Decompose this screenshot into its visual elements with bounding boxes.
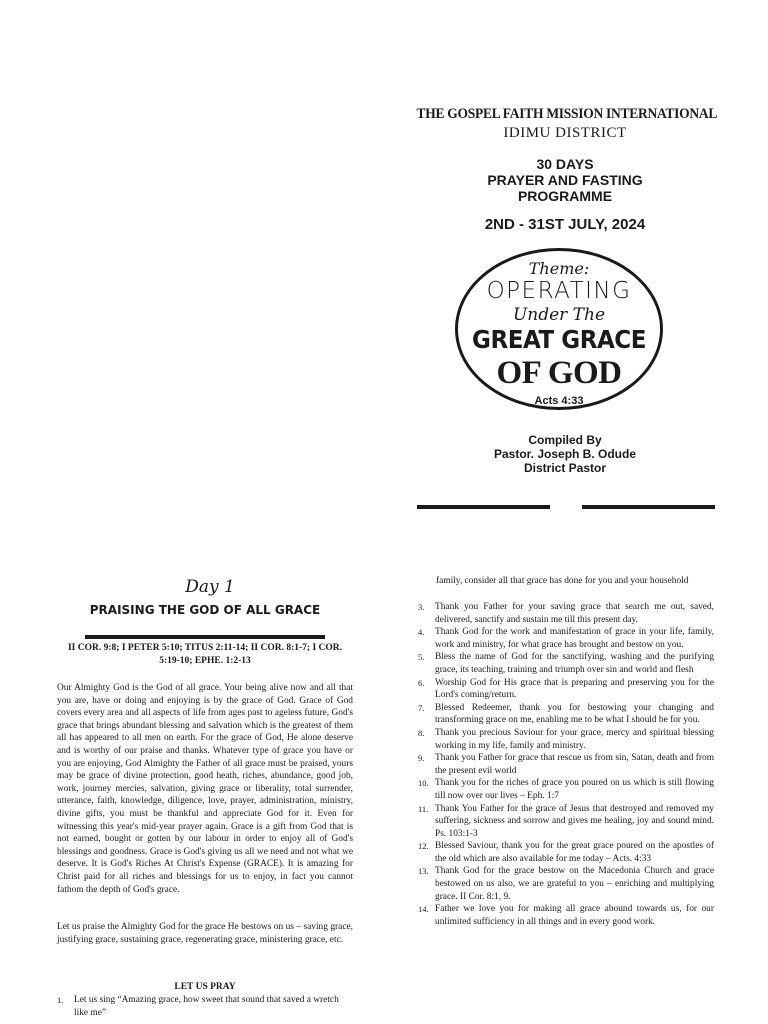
prayer-number: 14. bbox=[418, 904, 429, 915]
divider-rule bbox=[417, 505, 550, 509]
prayer-number: 10. bbox=[418, 778, 429, 789]
programme-line: PROGRAMME bbox=[517, 188, 613, 204]
prayer-text: Thank you for the riches of grace you poured on us which is still flowing till now over our lives – Eph. 1:7 bbox=[435, 778, 714, 801]
theme-oval bbox=[455, 248, 663, 410]
theme-line: OPERATING bbox=[486, 278, 632, 304]
prayer-item bbox=[418, 840, 714, 865]
prayer-text: Blessed Redeemer, thank you for bestowing your changing and transforming grace on me, enabling me to be what I should be for you. bbox=[435, 702, 714, 726]
compiled-by-label: Compiled By bbox=[528, 433, 602, 447]
prayer-text: Thank God for the grace bestow on the Macedonia Church and grace bestowed on us also, we are grateful to you – enriching and multiplying grace. II Cor. 8:1, 9. bbox=[435, 866, 714, 902]
prayer-text: Bless the name of God for the sanctifying, washing and the purifying grace, its teaching, training and triumph over sin and world and flesh bbox=[435, 652, 714, 675]
prayer-text: Thank you Father for your saving grace that search me out, saved, delivered, sanctify and sustain me till this present day. bbox=[435, 602, 714, 625]
body-paragraph: Let us praise the Almighty God for the grace He bestows on us – saving grace, justifying grace, sustaining grace, regenerating grace, ministering grace, etc. bbox=[57, 922, 353, 945]
compiler-title: District Pastor bbox=[523, 461, 607, 475]
prayer-item bbox=[418, 777, 714, 802]
prayer-number: 1. bbox=[57, 995, 64, 1005]
prayer-item bbox=[418, 702, 714, 727]
theme-line: Under The bbox=[512, 305, 606, 325]
prayer-text: Worship God for His grace that is preparing and preserving you for the Lord's coming/return. bbox=[435, 677, 714, 701]
prayer-text: Thank You Father for the grace of Jesus that destroyed and removed my suffering, sickness and sorrow and gives me healing, joy and sound mind. Ps. 103:1-3 bbox=[435, 803, 714, 839]
theme-reference: Acts 4:33 bbox=[534, 395, 584, 407]
prayer-number: 7. bbox=[418, 702, 425, 713]
compiler-block bbox=[430, 433, 700, 475]
compiler-name: Pastor. Joseph B. Odude bbox=[493, 447, 637, 461]
prayer-number: 8. bbox=[418, 727, 425, 738]
prayer-item bbox=[418, 803, 714, 841]
prayer-number: 6. bbox=[418, 677, 425, 688]
prayer-item bbox=[418, 677, 714, 702]
scripture-references: II COR. 9:8; I PETER 5:10; TITUS 2:11-14; II COR. 8:1-7; I COR. 5:19-10; EPHE. 1:2-13 bbox=[67, 643, 342, 666]
prayer-number: 12. bbox=[418, 841, 429, 852]
programme-dates: 2ND - 31ST JULY, 2024 bbox=[484, 216, 646, 233]
prayer-text: Thank God for the work and manifestation of grace in your life, family, work and ministry, for what grace has brought and bestow on you. bbox=[435, 627, 714, 650]
prayer-text: Let us sing “Amazing grace, how sweet that sound that saved a wretch like me” bbox=[74, 995, 339, 1018]
prayer-list bbox=[57, 994, 353, 1019]
prayer-text: Father we love you for making all grace abound towards us, for our unlimited sufficiency in all things and in every good work. bbox=[435, 904, 714, 927]
prayer-text: Thank you Father for grace that rescue us from sin, Satan, death and from the present evil world bbox=[435, 753, 714, 776]
cover-header bbox=[400, 100, 730, 233]
day-label: Day 1 bbox=[185, 577, 235, 597]
prayer-continuation: family, consider all that grace has done for you and your household bbox=[436, 576, 689, 586]
programme-line: PRAYER AND FASTING bbox=[487, 172, 643, 188]
prayer-item bbox=[418, 865, 714, 903]
pray-heading: LET US PRAY bbox=[174, 982, 236, 992]
prayer-number: 5. bbox=[418, 652, 425, 663]
theme-line: GREAT GRACE bbox=[472, 325, 646, 354]
day-title: PRAISING THE GOD OF ALL GRACE bbox=[89, 603, 321, 617]
theme-line: OF GOD bbox=[496, 355, 622, 391]
prayer-item bbox=[418, 626, 714, 651]
organization-name: THE GOSPEL FAITH MISSION INTERNATIONAL bbox=[416, 106, 718, 122]
prayer-item bbox=[418, 601, 714, 626]
district-name: IDIMU DISTRICT bbox=[503, 125, 627, 141]
prayer-item bbox=[418, 727, 714, 752]
prayer-number: 11. bbox=[418, 803, 429, 814]
body-paragraph: Our Almighty God is the God of all grace. Your being alive now and all that you are, have or doing and enjoying is by the grace of God. Grace of God covers every area and all aspects of life from ages past to ageless future, God's grace that brings abundant blessing and salvation which is the greatest of them all has appeared to all men on earth. For the grace of God, He alone deserve and is worthy of our praise and thanks. Whatever type of grace you have or you are enjoying, God Almighty the Father of all grace must be praised, yours may be grace of divine protection, good heath, riches, abundance, good job, work, journey mercies, salvation, giving grace or liberality, total surrender, utterance, faith, knowledge, diligence, love, prayer, administration, ministry, divine gifts, you must be thankful and appreciate God for it. Even for witnessing this year's mid-year prayer again. Grace is a gift from God that is not earned, bought or gotten by our labour in order to enjoy all of God's blessings and goodness. Grace is God's giving us all we need and not what we deserve. It is God's Riches At Christ's Expense (GRACE). It is amazing for Christ paid for all riches and blessings for us to enjoy, in fact you cannot fathom the depth of God's grace. bbox=[57, 683, 353, 895]
programme-line: 30 DAYS bbox=[536, 156, 594, 172]
programme-title bbox=[400, 156, 730, 204]
prayer-item bbox=[418, 651, 714, 676]
prayer-number: 9. bbox=[418, 753, 425, 764]
prayer-item bbox=[57, 994, 353, 1019]
prayer-item bbox=[418, 752, 714, 777]
title-rule bbox=[85, 635, 325, 639]
prayer-text: Blessed Saviour, thank you for the great grace poured on the apostles of the old which are also available for me today – Acts. 4:33 bbox=[435, 841, 714, 864]
theme-label: Theme: bbox=[528, 259, 590, 278]
prayer-number: 4. bbox=[418, 627, 425, 638]
prayer-number: 13. bbox=[418, 866, 429, 877]
prayer-list bbox=[418, 601, 714, 928]
prayer-text: Thank you precious Saviour for your grace, mercy and spiritual blessing working in my life, family and ministry. bbox=[435, 727, 714, 751]
prayer-number: 3. bbox=[418, 602, 425, 612]
prayer-item bbox=[418, 903, 714, 928]
divider-rule bbox=[582, 505, 715, 509]
